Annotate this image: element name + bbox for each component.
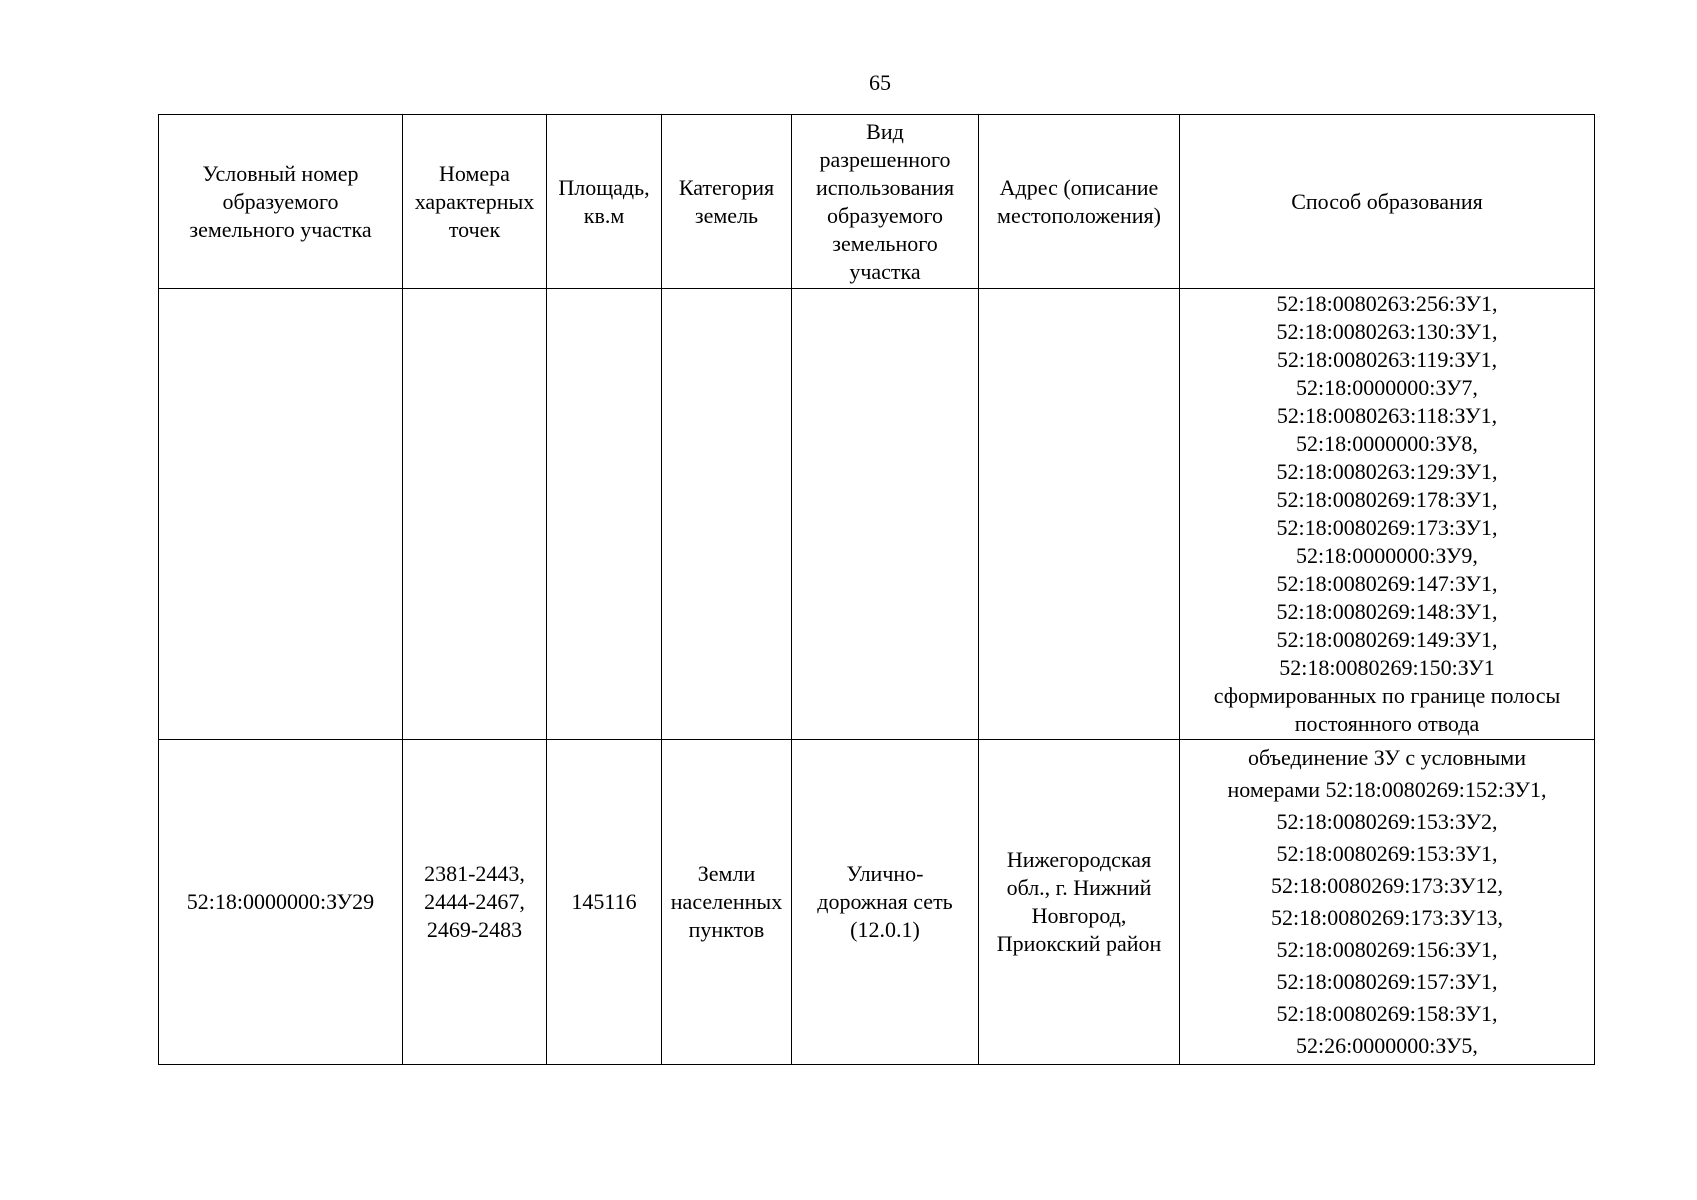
header-plot-number: Условный номер образуемого земельного участка — [159, 115, 403, 289]
cell-address: Нижегородская обл., г. Нижний Новгород, Приокский район — [979, 740, 1180, 1065]
cell-points — [403, 289, 547, 740]
cell-plot-number — [159, 289, 403, 740]
header-area: Площадь, кв.м — [547, 115, 662, 289]
table-row — [159, 289, 1595, 740]
page-number: 65 — [869, 70, 891, 95]
header-address: Адрес (описание местоположения) — [979, 115, 1180, 289]
cell-area — [547, 289, 662, 740]
cell-area: 145116 — [547, 740, 662, 1065]
header-points: Номера характерных точек — [403, 115, 547, 289]
header-category: Категория земель — [662, 115, 792, 289]
cell-category: Земли населенных пунктов — [662, 740, 792, 1065]
land-plots-table — [158, 114, 1595, 1065]
cell-plot-number: 52:18:0000000:ЗУ29 — [159, 740, 403, 1065]
cell-formation-method: объединение ЗУ с условными номерами 52:18:0080269:152:ЗУ1, 52:18:0080269:153:ЗУ2, 52:18:0080269:153:ЗУ1, 52:18:0080269:173:ЗУ12, 52:18:0080269:173:ЗУ13, 52:18:0080269:156:ЗУ1, 52:18:0080269:157:ЗУ1, 52:18:0080269:158:ЗУ1, 52:26:0000000:ЗУ5, — [1180, 740, 1595, 1065]
cell-permitted-use — [792, 289, 979, 740]
cell-category — [662, 289, 792, 740]
cell-points: 2381-2443, 2444-2467, 2469-2483 — [403, 740, 547, 1065]
cell-permitted-use: Улично- дорожная сеть (12.0.1) — [792, 740, 979, 1065]
cell-address — [979, 289, 1180, 740]
header-formation-method: Способ образования — [1180, 115, 1595, 289]
header-permitted-use: Вид разрешенного использования образуемого земельного участка — [792, 115, 979, 289]
table-row — [159, 740, 1595, 1065]
table-header-row — [159, 115, 1595, 289]
cell-formation-method: 52:18:0080263:256:ЗУ1, 52:18:0080263:130:ЗУ1, 52:18:0080263:119:ЗУ1, 52:18:0000000:ЗУ7, 52:18:0080263:118:ЗУ1, 52:18:0000000:ЗУ8, 52:18:0080263:129:ЗУ1, 52:18:0080269:178:ЗУ1, 52:18:0080269:173:ЗУ1, 52:18:0000000:ЗУ9, 52:18:0080269:147:ЗУ1, 52:18:0080269:148:ЗУ1, 52:18:0080269:149:ЗУ1, 52:18:0080269:150:ЗУ1 сформированных по границе полосы постоянного отвода — [1180, 289, 1595, 740]
